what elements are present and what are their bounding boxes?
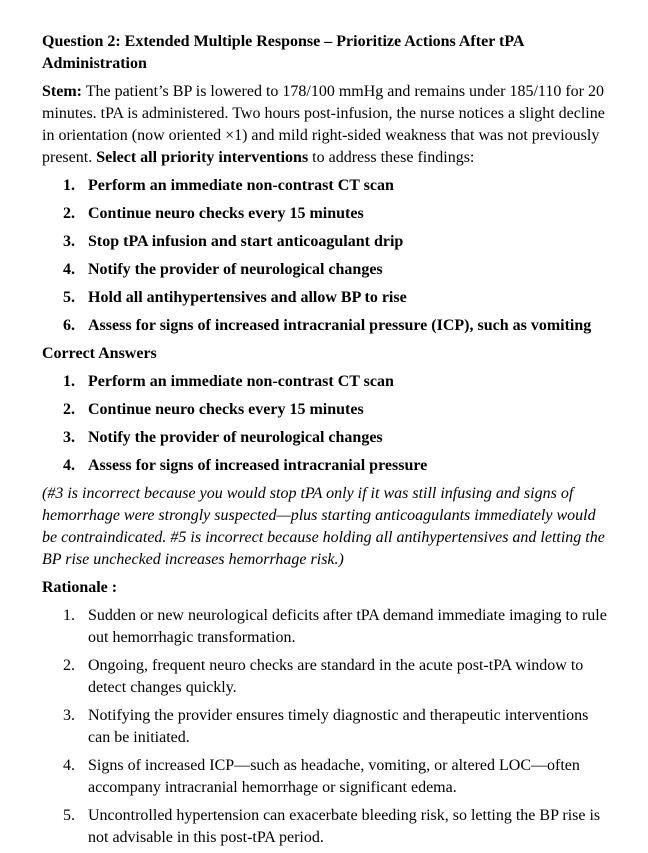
- rationale-text: Notifying the provider ensures timely diagnostic and therapeutic interventions can be initiated.: [88, 707, 589, 746]
- option-number: 4.: [63, 261, 75, 278]
- rationale-item: [63, 755, 612, 799]
- question-stem: [42, 81, 612, 169]
- stem-label: Stem:: [42, 83, 82, 100]
- option-item: [63, 203, 612, 225]
- correct-answers-list: [63, 371, 612, 477]
- rationale-item: [63, 705, 612, 749]
- option-text: Notify the provider of neurological changes: [88, 261, 383, 278]
- correct-answer-number: 2.: [63, 401, 75, 418]
- option-number: 3.: [63, 233, 75, 250]
- rationale-text: Sudden or new neurological deficits after tPA demand immediate imaging to rule out hemorrhagic transformation.: [88, 607, 607, 646]
- option-number: 2.: [63, 205, 75, 222]
- rationale-item: [63, 655, 612, 699]
- correct-answer-text: Continue neuro checks every 15 minutes: [88, 401, 364, 418]
- correct-answers-heading: Correct Answers: [42, 345, 157, 362]
- correct-answer-number: 3.: [63, 429, 75, 446]
- correct-answer-item: [63, 399, 612, 421]
- rationale-text: Uncontrolled hypertension can exacerbate bleeding risk, so letting the BP rise is not advisable in this post-tPA period.: [88, 807, 601, 846]
- option-number: 1.: [63, 177, 75, 194]
- option-text: Perform an immediate non-contrast CT scan: [88, 177, 394, 194]
- rationale-number: 4.: [63, 757, 75, 774]
- correct-answer-number: 4.: [63, 457, 75, 474]
- incorrect-explanation-note: (#3 is incorrect because you would stop tPA only if it was still infusing and signs of hemorrhage were strongly suspected—plus starting anticoagulants immediately would be contraindicated. #5 is incorrect because holding all antihypertensives and letting the BP rise unchecked increases hemorrhage risk.): [42, 485, 605, 568]
- rationale-item: [63, 805, 612, 849]
- correct-answer-item: [63, 455, 612, 477]
- correct-answer-number: 1.: [63, 373, 75, 390]
- rationale-number: 1.: [63, 607, 75, 624]
- option-number: 6.: [63, 317, 75, 334]
- option-text: Assess for signs of increased intracranial pressure (ICP), such as vomiting: [88, 317, 592, 334]
- rationale-text: Ongoing, frequent neuro checks are standard in the acute post-tPA window to detect changes quickly.: [88, 657, 584, 696]
- rationale-text: Signs of increased ICP—such as headache, vomiting, or altered LOC—often accompany intracranial hemorrhage or significant edema.: [88, 757, 580, 796]
- stem-text-1: The patient’s BP is lowered to 178/100 mmHg and remains under 185/110 for 20 minutes. tPA is administered. Two hours post-infusion, the nurse notices a slight decline in orientation (now oriented ×1) and mild right-sided weakness that was not previously present.: [42, 83, 605, 166]
- correct-answer-text: Perform an immediate non-contrast CT scan: [88, 373, 394, 390]
- option-item: [63, 287, 612, 309]
- option-text: Hold all antihypertensives and allow BP to rise: [88, 289, 407, 306]
- stem-bold-phrase: Select all priority interventions: [96, 149, 309, 166]
- correct-answer-text: Assess for signs of increased intracranial pressure: [88, 457, 428, 474]
- stem-text-2: to address these findings:: [308, 149, 475, 166]
- question-title: Question 2: Extended Multiple Response – Prioritize Actions After tPA Administration: [42, 33, 524, 72]
- option-item: [63, 259, 612, 281]
- rationale-number: 3.: [63, 707, 75, 724]
- rationale-number: 2.: [63, 657, 75, 674]
- correct-answer-text: Notify the provider of neurological changes: [88, 429, 383, 446]
- correct-answer-item: [63, 427, 612, 449]
- option-item: [63, 315, 612, 337]
- option-text: Continue neuro checks every 15 minutes: [88, 205, 364, 222]
- rationale-item: [63, 605, 612, 649]
- rationale-list: [63, 605, 612, 849]
- rationale-number: 5.: [63, 807, 75, 824]
- correct-answer-item: [63, 371, 612, 393]
- option-item: [63, 231, 612, 253]
- option-number: 5.: [63, 289, 75, 306]
- options-list: [63, 175, 612, 337]
- option-item: [63, 175, 612, 197]
- rationale-heading: Rationale :: [42, 579, 118, 596]
- option-text: Stop tPA infusion and start anticoagulant drip: [88, 233, 404, 250]
